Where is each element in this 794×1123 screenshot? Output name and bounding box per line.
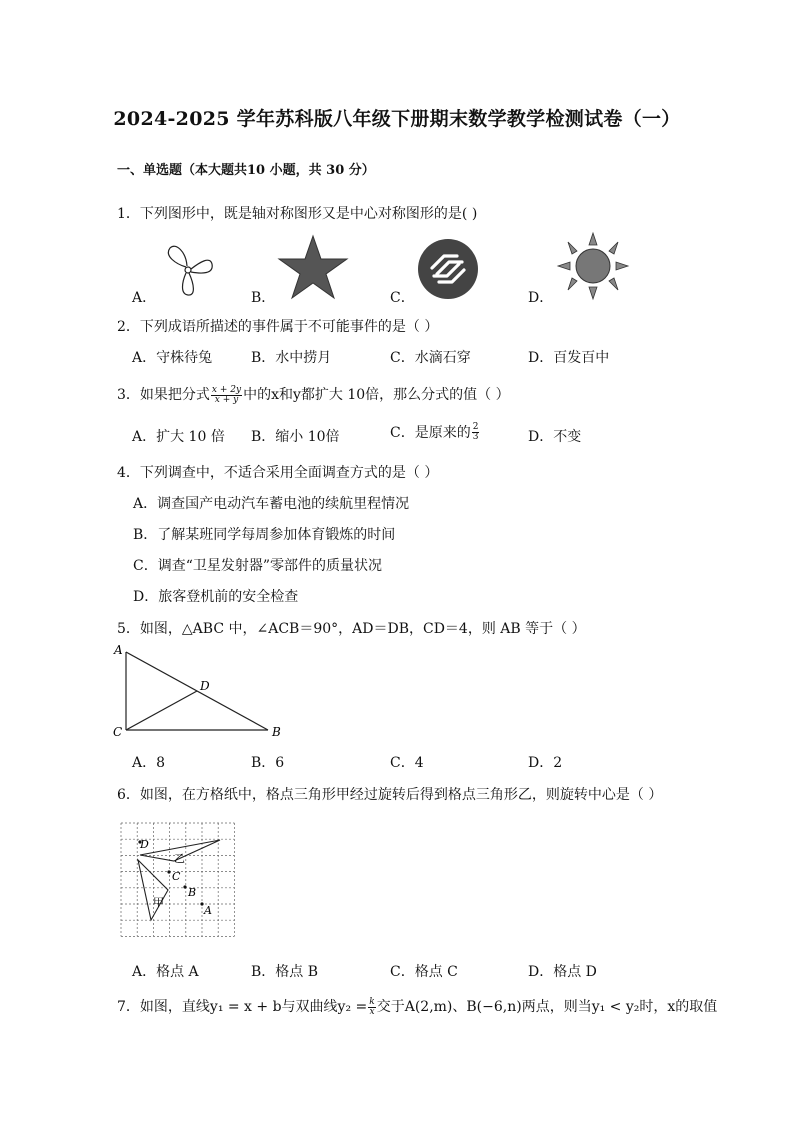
q6-label-d: D	[140, 838, 149, 851]
q1-option-a: A．	[132, 290, 157, 306]
star-icon	[277, 234, 349, 300]
q3-stem-post: 中的x和y都扩大 10倍，那么分式的值（ ）	[243, 387, 510, 403]
q3-optc-num: 2	[472, 421, 479, 432]
question-1-stem: 1．下列图形中，既是轴对称图形又是中心对称图形的是( )	[117, 206, 478, 222]
q5-option-d: D．2	[528, 755, 563, 771]
q3-option-b: B．缩小 10倍	[251, 429, 340, 445]
q7-stem-pre: 7．如图，直线y₁ = x + b与双曲线y₂ =	[117, 999, 368, 1015]
question-4-stem: 4．下列调查中，不适合采用全面调查方式的是（ ）	[117, 465, 439, 481]
question-2-stem: 2．下列成语所描述的事件属于不可能事件的是（ ）	[117, 319, 439, 335]
question-3-stem	[117, 384, 510, 405]
q6-label-c: C	[172, 870, 181, 883]
q4-option-a: A．调查国产电动汽车蓄电池的续航里程情况	[133, 496, 410, 512]
q5-label-b: B	[272, 725, 281, 739]
q6-label-b: B	[188, 886, 197, 899]
china-mobile-logo-icon	[417, 238, 479, 300]
q3-stem-pre: 3．如果把分式	[117, 387, 210, 403]
q1-option-d: D．	[528, 290, 554, 306]
q3-option-c-fraction	[472, 423, 480, 442]
question-7-stem	[117, 996, 717, 1017]
q6-option-d: D．格点 D	[528, 964, 597, 980]
q5-option-a: A．8	[132, 755, 166, 771]
q4-option-c: C．调查“卫星发射器”零部件的质量状况	[133, 558, 383, 574]
page-title: 2024-2025 学年苏科版八年级下册期末数学教学检测试卷（一）	[113, 108, 681, 130]
q2-option-a: A．守株待兔	[132, 350, 213, 366]
q3-option-c-text: C．是原来的	[390, 425, 471, 441]
q7-frac-den: x	[369, 1006, 375, 1017]
q6-option-a: A．格点 A	[132, 964, 199, 980]
q4-option-b: B．了解某班同学每周参加体育锻炼的时间	[133, 527, 396, 543]
section-heading: 一、单选题（本大题共10 小题，共 30 分）	[117, 163, 375, 178]
q5-option-b: B．6	[251, 755, 285, 771]
q3-fraction	[211, 386, 242, 405]
q6-option-c: C．格点 C	[390, 964, 458, 980]
q1-option-c: C．	[390, 290, 415, 306]
q2-option-b: B．水中捞月	[251, 350, 332, 366]
q3-option-d: D．不变	[528, 429, 582, 445]
q5-triangle-figure	[108, 640, 288, 742]
q7-stem-post: 交于A(2,m)、B(−6,n)两点，则当y₁ < y₂时，x的取值	[376, 999, 718, 1015]
q2-option-d: D．百发百中	[528, 350, 610, 366]
q4-option-d: D．旅客登机前的安全检查	[133, 589, 299, 605]
q3-option-a: A．扩大 10 倍	[132, 429, 225, 445]
propeller-icon	[160, 242, 216, 298]
q3-frac-num: x + 2y	[211, 384, 242, 395]
q7-frac-num: k	[369, 996, 375, 1007]
q5-label-d: D	[200, 679, 210, 693]
q2-option-c: C．水滴石穿	[390, 350, 471, 366]
q3-option-c	[390, 422, 480, 442]
sun-icon	[555, 231, 631, 301]
question-5-stem: 5．如图，△ABC 中，∠ACB＝90°，AD＝DB，CD＝4，则 AB 等于（ ）	[117, 621, 586, 637]
q3-frac-den: x + y	[214, 394, 239, 405]
q6-label-a: A	[204, 904, 212, 917]
q5-label-c: C	[113, 725, 123, 739]
q5-label-a: A	[114, 643, 123, 657]
q6-label-jia: 甲	[153, 896, 164, 909]
question-6-stem: 6．如图，在方格纸中，格点三角形甲经过旋转后得到格点三角形乙，则旋转中心是（ ）	[117, 787, 663, 803]
q5-option-c: C．4	[390, 755, 424, 771]
q6-grid-figure	[118, 820, 240, 942]
q7-fraction	[368, 998, 375, 1017]
q1-option-b: B．	[251, 290, 276, 306]
q3-optc-den: 3	[472, 431, 479, 442]
q6-option-b: B．格点 B	[251, 964, 319, 980]
q6-label-yi: 乙	[174, 852, 185, 865]
